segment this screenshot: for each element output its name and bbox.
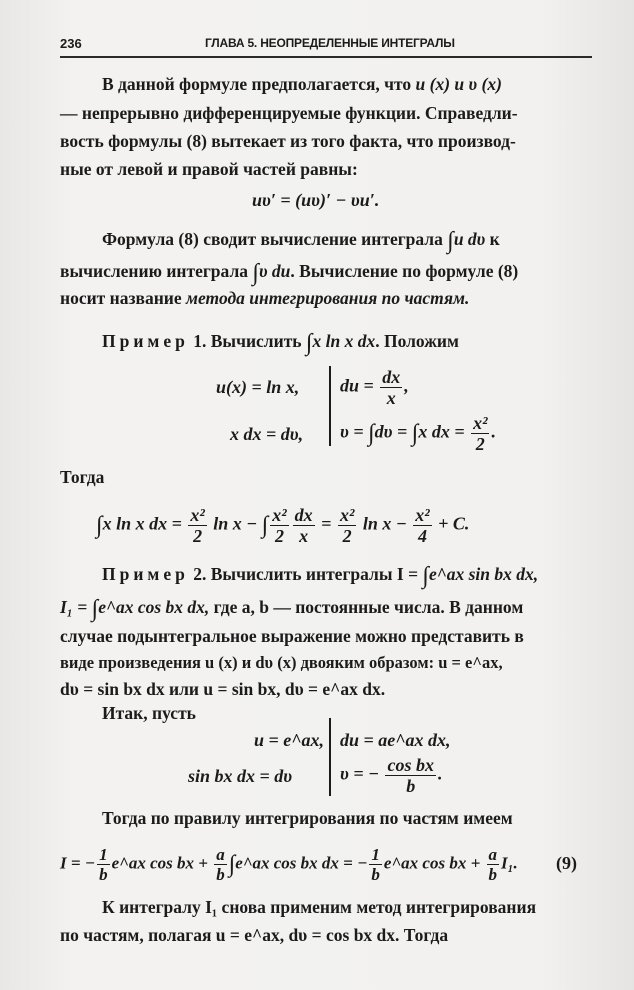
system2-right-1: du = ae^ax dx, — [340, 730, 451, 750]
text-line: Тогда — [60, 467, 105, 487]
formula-label: (9) — [556, 853, 577, 873]
text-line: случае подынтегральное выражение можно представить в — [60, 626, 524, 646]
chapter-title: ГЛАВА 5. НЕОПРЕДЕЛЕННЫЕ ИНТЕГРАЛЫ — [205, 36, 455, 50]
system2-right-2: υ = − $\frac{\text{cos bx}}{b}$ . — [340, 755, 443, 796]
system-right-1: du = $\frac{dx}{x}$ , — [340, 367, 409, 408]
text-line: — непрерывно дифференцируемые функции. Справедли- — [60, 103, 518, 123]
text-line: dυ = sin bx dx или u = sin bx, dυ = e^ax dx. — [60, 679, 386, 699]
integral-sign: ∫ — [447, 228, 454, 254]
system-right-2: υ = ∫dυ = ∫x dx = $\frac{\text{x²}}{2}$ . — [340, 413, 496, 454]
example-1-result: ∫x ln x dx = $\frac{\text{x²}}{2}$ ln x − ∫ $\frac{\text{x²}}{2}$ $\frac{dx}{x}$ = $\frac{\text{x²}}{2}$ ln x − $\frac{\text{x²}}{4}$ + C. — [96, 505, 470, 546]
page-number: 236 — [60, 36, 82, 51]
text-line: К интегралу I₁ снова применим метод интегрирования — [102, 897, 537, 917]
system-divider — [329, 366, 331, 446]
example-2-heading: Пример 2. Вычислить интегралы I = ∫e^ax sin bx dx, — [102, 563, 539, 589]
system2-divider — [329, 718, 331, 796]
formula-product-rule: uυ′ = (uυ)′ − υu′. — [252, 190, 380, 210]
text-line: I₁ = ∫e^ax cos bx dx, где a, b — постоянные числа. В данном — [60, 596, 524, 622]
text-line: В данной формуле предполагается, что u (x) и υ (x) — [102, 74, 502, 94]
page-header — [60, 34, 592, 58]
text-line: Формула (8) сводит вычисление интеграла ∫u dυ к — [102, 228, 500, 254]
text-line: Итак, пусть — [102, 703, 196, 723]
text-line: Тогда по правилу интегрирования по частям имеем — [102, 808, 513, 828]
system-left-1: u(x) = ln x, — [216, 377, 300, 397]
text-line: вость формулы (8) вытекает из того факта, что производ- — [60, 131, 516, 151]
text-line: ные от левой и правой частей равны: — [60, 159, 358, 179]
text-line: по частям, полагая u = e^ax, dυ = cos bx dx. Тогда — [60, 925, 449, 945]
formula-9: I = − $\frac{1}{b}$ e^ax cos bx + $\frac{a}{b}$ ∫e^ax cos bx dx = − $\frac{1}{b}$ e^ax cos bx + $\frac{a}{b}$ I₁. — [60, 845, 518, 884]
integral-sign: ∫ — [305, 330, 313, 356]
system-left-2: x dx = dυ, — [230, 424, 304, 444]
integral-sign: ∫ — [252, 260, 259, 286]
system2-left-2: sin bx dx = dυ — [188, 766, 293, 786]
text-line: носит название метода интегрирования по частям. — [60, 288, 470, 308]
text-line: виде произведения u (x) и dυ (x) двояким образом: u = e^ax, — [60, 653, 503, 672]
text-line: вычислению интеграла ∫υ du. Вычисление по формуле (8) — [60, 260, 519, 286]
system2-left-1: u = e^ax, — [254, 730, 325, 750]
example-1-heading: Пример 1. Вычислить ∫x ln x dx. Положим — [102, 330, 459, 356]
